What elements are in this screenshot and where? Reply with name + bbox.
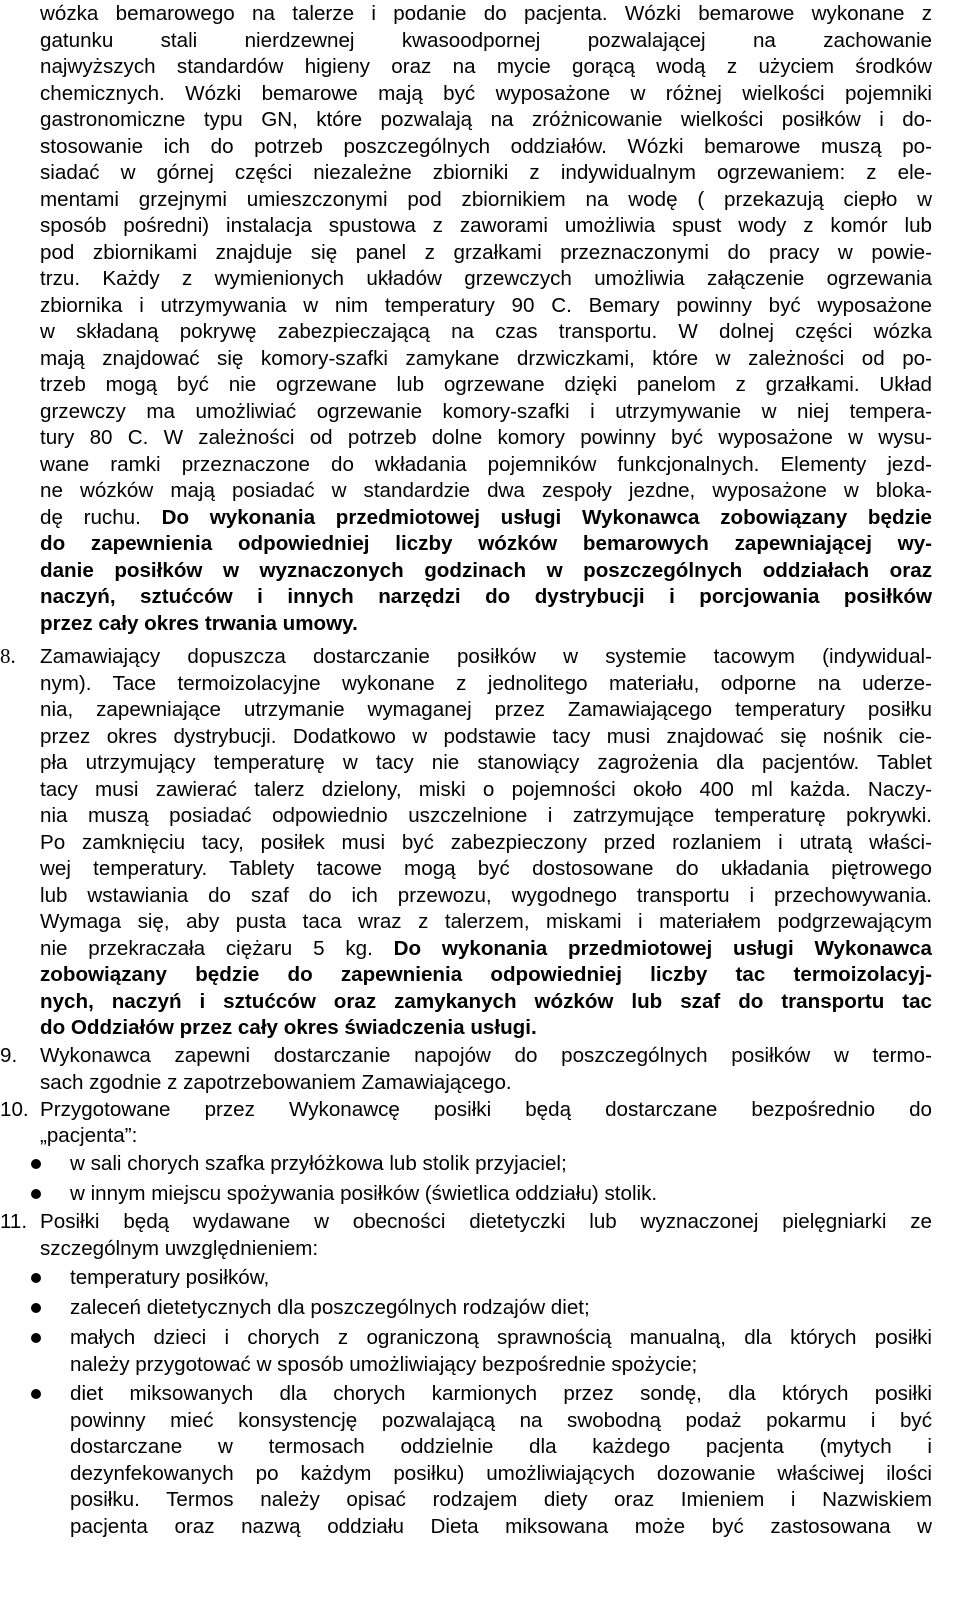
intro-line: tury 80 C. W zależności od potrzeb dolne komory powinny być wyposażone w wysu-	[40, 426, 932, 449]
intro-bold-line: naczyń, sztućców i innych narzędzi do dystrybucji i porcjowania posiłków	[40, 585, 932, 608]
item8-bold-text: Do wykonania przedmiotowej usługi Wykonawca	[393, 936, 932, 960]
item8-line: nia, zapewniające utrzymanie wymaganej przez Zamawiającego temperatury posiłku	[40, 698, 932, 721]
item10-number: 10.	[0, 1097, 29, 1121]
item8-line: przez okres dystrybucji. Dodatkowo w podstawie tacy musi znajdować się nośnik cie-	[40, 724, 932, 748]
intro-line: wózka bemarowego na talerze i podanie do pacjenta. Wózki bemarowe wykonane z	[40, 2, 932, 25]
intro-line: najwyższych standardów higieny oraz na mycie gorącą wodą z użyciem środków	[40, 55, 932, 78]
bullet-icon	[31, 1333, 41, 1343]
item11-bullet-line: pacjenta oraz nazwą oddziału Dieta miksowana może być zastosowana w	[70, 1514, 932, 1538]
item11-bullet-line: dostarczane w termosach oddzielnie dla każdego pacjenta (mytych i	[70, 1435, 932, 1458]
item11-bullet-line: diet miksowanych dla chorych karmionych przez sondę, dla których posiłki	[70, 1382, 932, 1405]
bullet-icon	[31, 1189, 41, 1199]
item11-bullet-line: dezynfekowanych po każdym posiłku) umożliwiających dozowanie właściwej ilości	[70, 1461, 932, 1485]
intro-line: ne wózków mają posiadać w standardzie dwa zespoły jezdne, wyposażone w bloka-	[40, 479, 932, 502]
item9-number: 9.	[0, 1044, 18, 1067]
intro-bold-text: Do wykonania przedmiotowej usługi Wykonawca zobowiązany będzie	[161, 505, 932, 529]
item8-line: nia muszą posiadać odpowiednio uszczelnione i zatrzymujące temperaturę pokrywki.	[40, 804, 932, 827]
item8-line: tacy musi zawierać talerz dzielony, miski o pojemności około 400 ml każda. Naczy-	[40, 777, 932, 801]
item11-bullet-line: małych dzieci i chorych z ograniczoną sprawnością manualną, dla których posiłki	[70, 1326, 932, 1349]
item8-bold-line: do Oddziałów przez cały okres świadczenia usługi.	[40, 1016, 537, 1039]
item10-line: „pacjenta”:	[40, 1124, 138, 1147]
item8-bold-line: zobowiązany będzie do zapewnienia odpowiedniej liczby tac termoizolacyj-	[40, 963, 932, 986]
item11-bullet-line: temperatury posiłków,	[70, 1266, 270, 1289]
item11-number: 11.	[0, 1210, 28, 1233]
intro-line: chemicznych. Wózki bemarowe mają być wyposażone w różnej wielkości pojemniki	[40, 81, 932, 105]
bullet-icon	[31, 1389, 41, 1399]
intro-line: trzu. Każdy z wymienionych układów grzewczych umożliwia załączenie ogrzewania	[40, 267, 932, 290]
item10-line: Przygotowane przez Wykonawcę posiłki będą dostarczane bezpośrednio do	[40, 1097, 932, 1121]
intro-line: sposób pośredni) instalacja spustowa z zaworami umożliwia spust wody z komór lub	[40, 214, 932, 237]
item8-bold-line: nych, naczyń i sztućców oraz zamykanych wózków lub szaf do transportu tac	[40, 989, 932, 1013]
item8-line: pła utrzymujący temperaturę w tacy nie stanowiący zagrożenia dla pacjentów. Tablet	[40, 751, 932, 774]
item11-bullet-line: posiłku. Termos należy opisać rodzajem diety oraz Imieniem i Nazwiskiem	[70, 1488, 932, 1511]
item8-line: Wymaga się, aby pusta taca wraz z talerzem, miskami i materiałem podgrzewającym	[40, 910, 932, 933]
intro-line: mentami grzejnymi umieszczonymi pod zbiornikiem na wodę ( przekazują ciepło w	[40, 187, 932, 211]
item9-line: Wykonawca zapewni dostarczanie napojów do poszczególnych posiłków w termo-	[40, 1044, 932, 1067]
bullet-icon	[31, 1159, 41, 1169]
item11-bullet-line: powinny mieć konsystencję pozwalającą na swobodną podaż pokarmu i być	[70, 1408, 932, 1432]
intro-line: siadać w górnej części niezależne zbiorniki z indywidualnym ogrzewaniem: z ele-	[40, 161, 932, 184]
item11-bullet-line: zaleceń dietetycznych dla poszczególnych rodzajów diet;	[70, 1296, 590, 1319]
item11-bullet-line: należy przygotować w sposób umożliwiający bezpośrednie spożycie;	[70, 1352, 698, 1376]
item11-line: szczególnym uwzględnieniem:	[40, 1236, 319, 1260]
item8-line: wej temperatury. Tablety tacowe mogą być dostosowane do układania piętrowego	[40, 857, 932, 880]
item8-line: nym). Tace termoizolacyjne wykonane z jednolitego materiału, odporne na uderze-	[40, 671, 932, 695]
item8-mixed-line	[40, 935, 932, 962]
intro-normal-text: dę ruchu.	[40, 505, 162, 529]
item8-number: 8.	[0, 644, 16, 668]
intro-line: grzewczy ma umożliwiać ogrzewanie komory-szafki i utrzymywanie w niej tempera-	[40, 399, 932, 423]
intro-bold-line: przez cały okres trwania umowy.	[40, 611, 358, 635]
item8-line: lub wstawiania do szaf do ich przewozu, wygodnego transportu i przechowywania.	[40, 883, 932, 907]
item8-line: Zamawiający dopuszcza dostarczanie posiłków w systemie tacowym (indywidual-	[40, 645, 932, 668]
item11-line: Posiłki będą wydawane w obecności dietetyczki lub wyznaczonej pielęgniarki ze	[40, 1210, 932, 1233]
intro-line: mają znajdować się komory-szafki zamykane drzwiczkami, które w zależności od po-	[40, 346, 932, 370]
intro-line: w składaną pokrywę zabezpieczającą na czas transportu. W dolnej części wózka	[40, 320, 932, 343]
intro-mixed-line	[40, 504, 932, 531]
bullet-icon	[31, 1303, 41, 1313]
intro-line: trzeb mogą być nie ogrzewane lub ogrzewane dzięki panelom z grzałkami. Układ	[40, 373, 932, 396]
item10-bullet-line: w sali chorych szafka przyłóżkowa lub stolik przyjaciel;	[70, 1152, 567, 1175]
item10-bullet-line: w innym miejscu spożywania posiłków (świetlica oddziału) stolik.	[70, 1182, 658, 1205]
intro-line: wane ramki przeznaczone do wkładania pojemników funkcjonalnych. Elementy jezd-	[40, 452, 932, 476]
intro-line: zbiornika i utrzymywania w nim temperatury 90 C. Bemary powinny być wyposażone	[40, 293, 932, 317]
item8-normal-text: nie przekraczała ciężaru 5 kg.	[40, 936, 394, 960]
intro-line: pod zbiornikami znajduje się panel z grzałkami przeznaczonymi do pracy w powie-	[40, 240, 932, 264]
item9-line: sach zgodnie z zapotrzebowaniem Zamawiającego.	[40, 1070, 512, 1094]
bullet-icon	[31, 1273, 41, 1283]
item8-line: Po zamknięciu tacy, posiłek musi być zabezpieczony przed rozlaniem i utratą właści-	[40, 830, 932, 854]
intro-line: gastronomiczne typu GN, które pozwalają na zróżnicowanie wielkości posiłków i do-	[40, 108, 932, 131]
intro-bold-line: do zapewnienia odpowiedniej liczby wózków bemarowych zapewniającej wy-	[40, 532, 932, 555]
intro-line: stosowanie ich do potrzeb poszczególnych oddziałów. Wózki bemarowe muszą po-	[40, 134, 932, 158]
intro-line: gatunku stali nierdzewnej kwasoodpornej pozwalającej na zachowanie	[40, 28, 932, 52]
intro-bold-line: danie posiłków w wyznaczonych godzinach w poszczególnych oddziałach oraz	[40, 558, 932, 582]
